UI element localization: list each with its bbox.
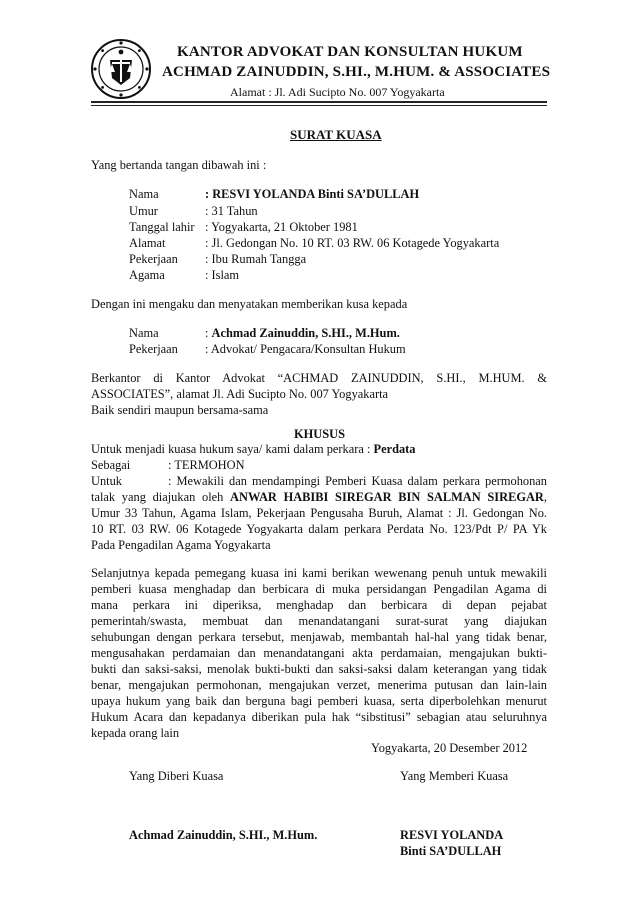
authority-line: pemberi kuasa menghadap dan berbicara di muka persidangan Pengadilan Agama di [91,582,547,596]
grantor-job-value: : Ibu Rumah Tangga [205,252,307,266]
case-for-label: Untuk [91,474,122,488]
letterhead-rule-thick [91,101,547,103]
attorney-name-label: Nama [129,326,159,340]
grantor-religion-label: Agama [129,268,165,282]
authority-line: kepada orang lain [91,726,180,740]
respondent-name: ANWAR HABIBI SIREGAR BIN SALMAN SIREGAR [230,490,544,504]
authority-line: mana perkara ini diperiksa, menghadap dan berbicara di depan pejabat [91,598,547,612]
case-line-1-prefix: Untuk menjadi kuasa hukum saya/ kami dalam perkara : [91,442,374,456]
case-as-value: : TERMOHON [168,458,245,472]
case-line-4 [91,489,547,505]
intro-text: Yang bertanda tangan dibawah ini : [91,158,267,172]
signature-left-name: Achmad Zainuddin, S.HI., M.Hum. [129,828,318,842]
attorney-name-line [205,325,400,341]
grantor-name-value: : RESVI YOLANDA Binti SA’DULLAH [205,187,420,201]
office-line-3: Baik sendiri maupun bersama-sama [91,403,269,417]
office-line-1: Berkantor di Kantor Advokat “ACHMAD ZAINUDDIN, S.HI., M.HUM. & [91,371,547,385]
grantor-birth-label: Tanggal lahir [129,220,195,234]
signature-right-name-2: Binti SA’DULLAH [400,844,502,858]
grantor-name-label: Nama [129,187,159,201]
grantor-address-label: Alamat [129,236,166,250]
authority-line: Selanjutnya kepada pemegang kuasa ini kami berikan wewenang penuh untuk mewakili [91,566,547,580]
authority-line: bukti dan saksi-saksi, menolak bukti-bukti dan saksi-saksi dalam keterangan yang tidak [91,662,547,676]
authority-line: pemerintah/swasta, membuat dan menandatangani surat-surat yang diajukan [91,614,547,628]
grantor-religion-value: : Islam [205,268,240,282]
grant-statement: Dengan ini mengaku dan menyatakan memberikan kusa kepada [91,297,408,311]
case-for-value: : Mewakili dan mendampingi Pemberi Kuasa dalam perkara permohonan [168,474,547,488]
case-line-1 [91,441,415,457]
authority-line: upaya hukum yang baik dan berguna bagi pemberi kuasa, serta diperbolehkan menurut [91,694,547,708]
case-line-6: 10 RT. 03 RW. 06 Kotagede Yogyakarta dalam perkara Perdata No. 123/Pdt P/ PA Yk [91,522,547,536]
grantor-age-label: Umur [129,204,158,218]
signature-right-role: Yang Memberi Kuasa [400,769,509,783]
grantor-address-value: : Jl. Gedongan No. 10 RT. 03 RW. 06 Kotagede Yogyakarta [205,236,500,250]
authority-line: mengusahakan perdamaian dan menandatangani akta perdamaian, mengajukan bukti- [91,646,547,660]
authority-line: benar, mengajukan permohonan, mengajukan verzet, menerima putusan dan lain-lain [91,678,547,692]
law-office-emblem-icon [90,38,152,100]
attorney-job-label: Pekerjaan [129,342,178,356]
office-line-2: ASSOCIATES”, alamat Jl. Adi Sucipto No. 007 Yogyakarta [91,387,389,401]
case-as-label: Sebagai [91,458,131,472]
place-and-date: Yogyakarta, 20 Desember 2012 [371,741,528,755]
letterhead-line-1: KANTOR ADVOKAT DAN KONSULTAN HUKUM [177,44,523,60]
authority-line: sehubungan dengan perkara tersebut, menjawab, membantah hal-hal yang tidak benar, [91,630,547,644]
case-line-5: Umur 33 Tahun, Agama Islam, Pekerjaan Pengusaha Buruh, Alamat : Jl. Gedongan No. [91,506,547,520]
attorney-job-value: : Advokat/ Pengacara/Konsultan Hukum [205,342,406,356]
letterhead-line-2: ACHMAD ZAINUDDIN, S.HI., M.HUM. & ASSOCIATES [162,64,551,80]
letterhead-address: Alamat : Jl. Adi Sucipto No. 007 Yogyakarta [230,85,445,99]
letterhead-rule-thin [91,105,547,106]
signature-right-name-1: RESVI YOLANDA [400,828,504,842]
case-line-7: Pada Pengadilan Agama Yogyakarta [91,538,271,552]
grantor-age-value: : 31 Tahun [205,204,258,218]
section-heading-khusus: KHUSUS [294,427,345,441]
attorney-name-colon: : [205,326,212,340]
case-line-4-prefix: talak yang diajukan oleh [91,490,231,504]
page-title: SURAT KUASA [290,127,382,142]
attorney-name-value: Achmad Zainuddin, S.HI., M.Hum. [211,326,400,340]
grantor-birth-value: : Yogyakarta, 21 Oktober 1981 [205,220,358,234]
case-line-4-suffix: , [543,490,547,504]
authority-line: Hukum Acara dan kepadanya diberikan pula hak “sibstitusi” sebagian atau seluruhnya [91,710,547,724]
case-type: Perdata [373,442,416,456]
signature-left-role: Yang Diberi Kuasa [129,769,224,783]
grantor-job-label: Pekerjaan [129,252,178,266]
